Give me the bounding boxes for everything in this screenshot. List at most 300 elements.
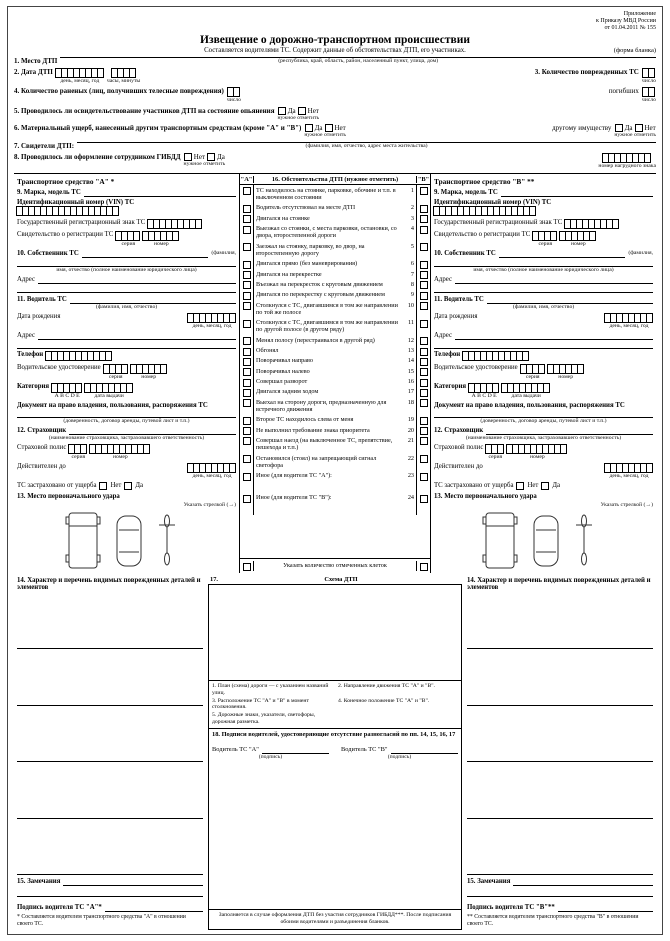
reg-plate-label: Государственный регистрационный знак ТС bbox=[434, 218, 563, 226]
no-label: Нет bbox=[193, 152, 206, 161]
make-model-field[interactable] bbox=[501, 189, 653, 197]
circumstance-a-checkbox[interactable] bbox=[243, 455, 251, 463]
damage-other-property-no-checkbox[interactable] bbox=[635, 124, 643, 132]
comb-cell bbox=[97, 68, 104, 78]
circumstance-b-checkbox[interactable] bbox=[420, 337, 428, 345]
circumstance-b-checkbox[interactable] bbox=[420, 368, 428, 376]
comb-cell bbox=[538, 364, 545, 374]
phone-label: Телефон bbox=[17, 351, 44, 359]
accident-time-field[interactable] bbox=[112, 68, 136, 78]
circumstance-b-checkbox[interactable] bbox=[420, 271, 428, 279]
circumstance-text: Поворачивал налево bbox=[256, 367, 310, 375]
circumstance-text: Двигался по перекрестку с круговым движением bbox=[256, 291, 385, 299]
reg-cert-series-field[interactable] bbox=[116, 231, 140, 241]
circumstance-text: Менял полосу (перестраивался в другой ряд) bbox=[256, 336, 375, 344]
item4-row bbox=[14, 87, 656, 104]
circumstance-number: 3 bbox=[410, 214, 414, 222]
accident-place-label: 1. Место ДТП bbox=[14, 56, 58, 65]
birth-date-field[interactable] bbox=[605, 313, 653, 323]
number-hint: номер bbox=[558, 373, 574, 380]
driver-address-label: Адрес bbox=[17, 331, 35, 339]
insured-label: ТС застраховано от ущерба bbox=[434, 482, 514, 490]
series-hint: серия bbox=[71, 454, 86, 461]
mark-hint: нужное отметить bbox=[183, 160, 226, 167]
driver-a-agreement-signature-field[interactable] bbox=[262, 746, 329, 754]
form-note: (форма бланка) bbox=[613, 46, 656, 54]
circumstance-b-checkbox[interactable] bbox=[420, 455, 428, 463]
yes-label: Да bbox=[217, 152, 225, 161]
impact-diagrams[interactable] bbox=[434, 511, 653, 571]
circumstance-a-checkbox[interactable] bbox=[243, 358, 251, 366]
comb-cell bbox=[195, 219, 202, 229]
scheme-note: 5. Дорожные знаки, указатели, светофоры, дорожная разметка. bbox=[212, 712, 316, 726]
circumstance-b-checkbox[interactable] bbox=[420, 437, 428, 445]
circumstance-b-checkbox[interactable] bbox=[420, 226, 428, 234]
accident-date-hint: день, месяц, год bbox=[60, 77, 100, 84]
owner-field[interactable] bbox=[499, 250, 626, 258]
no-label: Нет bbox=[110, 482, 122, 490]
ownership-doc-hint: (доверенность, договор аренды, путевой лист и т.п.) bbox=[480, 418, 607, 425]
circumstance-row bbox=[240, 425, 430, 435]
reg-cert-series-field[interactable] bbox=[533, 231, 557, 241]
circumstance-a-checkbox[interactable] bbox=[243, 389, 251, 397]
ownership-doc-label: Документ на право владения, пользования, распоряжения ТС bbox=[434, 402, 625, 410]
circumstance-row bbox=[240, 269, 430, 279]
comb-cell bbox=[646, 463, 653, 473]
comb-cell bbox=[133, 231, 140, 241]
form-subtitle: Составляется водителями ТС. Содержит данные об обстоятельствах ДТП, его участниках. bbox=[204, 46, 466, 54]
damage-list-label: 14. Характер и перечень видимых поврежденных деталей и элементов bbox=[467, 576, 651, 591]
series-hint: серия bbox=[488, 454, 503, 461]
policy-label: Страховой полис bbox=[434, 444, 484, 452]
circumstance-b-checkbox[interactable] bbox=[420, 292, 428, 300]
license-number-field[interactable] bbox=[131, 364, 167, 374]
license-series-field[interactable] bbox=[521, 364, 545, 374]
policy-valid-field[interactable] bbox=[188, 463, 236, 473]
scheme-note: 4. Конечное положение ТС "А" и "В". bbox=[338, 697, 430, 704]
circumstance-text: Двигался задним ходом bbox=[256, 388, 319, 396]
driver-address-field-2[interactable] bbox=[434, 340, 653, 349]
driver-address-field-2[interactable] bbox=[17, 340, 236, 349]
circumstance-row bbox=[240, 493, 430, 515]
insured-label: ТС застраховано от ущерба bbox=[17, 482, 97, 490]
vin-field[interactable] bbox=[17, 206, 236, 216]
deceased-count-field[interactable] bbox=[643, 87, 655, 97]
driver-name-field[interactable] bbox=[487, 296, 653, 304]
comb-cell bbox=[492, 383, 499, 393]
circumstance-row bbox=[240, 356, 430, 366]
driver-label: 11. Водитель ТС bbox=[17, 295, 67, 303]
circumstance-b-checkbox[interactable] bbox=[420, 389, 428, 397]
police-yes-checkbox[interactable] bbox=[207, 153, 215, 161]
item1-row bbox=[14, 57, 656, 65]
circumstance-row bbox=[240, 241, 430, 259]
motorcycle-outline bbox=[159, 515, 175, 565]
signature-hint: (подпись) bbox=[387, 753, 412, 760]
driver-b-agreement-signature-field[interactable] bbox=[391, 746, 458, 754]
circumstance-a-checkbox[interactable] bbox=[243, 473, 251, 481]
circumstance-a-checkbox[interactable] bbox=[243, 215, 251, 223]
circumstance-a-checkbox[interactable] bbox=[243, 379, 251, 387]
reg-cert-number-field[interactable] bbox=[143, 231, 179, 241]
license-number-field[interactable] bbox=[548, 364, 584, 374]
vehicle-title: Транспортное средство "А" * bbox=[17, 177, 115, 187]
circumstance-text: Совершал наезд (на выключенное ТС, препятствие, пешехода и т.п.) bbox=[256, 436, 393, 452]
circumstances-title: 16. Обстоятельства ДТП (нужное отметить) bbox=[271, 175, 399, 183]
damage-list-label: 14. Характер и перечень видимых поврежденных деталей и элементов bbox=[17, 576, 201, 591]
number-hint: номер bbox=[141, 373, 157, 380]
owner-label: 10. Собственник ТС bbox=[17, 250, 79, 258]
license-issue-date-field[interactable] bbox=[502, 383, 550, 393]
vehicle-title: Транспортное средство "В" ** bbox=[434, 177, 535, 187]
circumstance-row bbox=[240, 318, 430, 336]
category-letters: А В С D Е bbox=[54, 393, 80, 400]
comb-cell bbox=[648, 68, 655, 78]
upper-columns bbox=[14, 173, 656, 573]
circumstance-text: Въезжал на перекресток с круговым движением bbox=[256, 280, 383, 288]
number-hint: номер bbox=[112, 454, 128, 461]
circumstance-a-checkbox[interactable] bbox=[243, 243, 251, 251]
owner-field-2[interactable] bbox=[434, 258, 653, 267]
checked-count-row bbox=[240, 558, 430, 573]
circumstance-text: Двигался прямо (без маневрирования) bbox=[256, 260, 358, 268]
no-label: Нет bbox=[527, 482, 539, 490]
circumstance-a-checkbox[interactable] bbox=[243, 281, 251, 289]
circumstance-a-checkbox[interactable] bbox=[243, 368, 251, 376]
form-frame bbox=[7, 6, 663, 935]
signature-hint: (подпись) bbox=[258, 753, 283, 760]
general-section bbox=[14, 54, 656, 170]
insured-yes-checkbox[interactable] bbox=[124, 482, 132, 490]
injured-count-label: 4. Количество раненых (лиц, получивших телесные повреждения) bbox=[14, 87, 224, 96]
license-series-field[interactable] bbox=[104, 364, 128, 374]
circumstance-b-checkbox[interactable] bbox=[420, 417, 428, 425]
policy-valid-hint: день, месяц, год bbox=[609, 473, 649, 480]
policy-number-field[interactable] bbox=[90, 444, 150, 454]
comb-cell bbox=[560, 444, 567, 454]
circumstance-text: Столкнулся с ТС, двигавшимся в том же направлении по другой полосе (в другом ряду) bbox=[256, 319, 398, 334]
injured-count-hint: число bbox=[226, 97, 241, 104]
license-issue-date-field[interactable] bbox=[85, 383, 133, 393]
impact-arrow-hint: Указать стрелкой (→) bbox=[600, 502, 653, 509]
circumstance-b-checkbox[interactable] bbox=[420, 358, 428, 366]
category-label: Категория bbox=[434, 383, 467, 391]
circumstance-row bbox=[240, 279, 430, 289]
phone-field[interactable] bbox=[463, 351, 529, 361]
circumstance-a-checkbox[interactable] bbox=[243, 495, 251, 503]
vin-field[interactable] bbox=[434, 206, 653, 216]
circumstance-row bbox=[240, 397, 430, 415]
circumstance-b-checkbox[interactable] bbox=[420, 427, 428, 435]
vin-label: Идентификационный номер (VIN) ТС bbox=[434, 199, 552, 207]
damage-other-vehicles-no-checkbox[interactable] bbox=[325, 124, 333, 132]
insured-yes-checkbox[interactable] bbox=[541, 482, 549, 490]
circumstance-text: Водитель отсутствовал на месте ДТП bbox=[256, 204, 356, 212]
circumstance-number: 21 bbox=[407, 436, 414, 444]
vehicle-b-lower-column bbox=[464, 575, 656, 930]
no-label: Нет bbox=[644, 124, 656, 133]
no-label: Нет bbox=[307, 106, 319, 115]
remarks-field[interactable] bbox=[63, 878, 203, 886]
circumstance-a-checkbox[interactable] bbox=[243, 261, 251, 269]
damage-other-property-yes-checkbox[interactable] bbox=[615, 124, 623, 132]
policy-valid-hint: день, месяц, год bbox=[192, 473, 232, 480]
scheme-heading bbox=[210, 576, 460, 583]
checked-count-b-box[interactable] bbox=[420, 563, 428, 571]
circumstance-a-checkbox[interactable] bbox=[243, 399, 251, 407]
circumstance-number: 22 bbox=[407, 454, 414, 462]
owner-address-field-2[interactable] bbox=[17, 284, 236, 293]
comb-cell bbox=[644, 153, 651, 163]
circumstance-text: Выехал на сторону дороги, предназначенную для встречного движения bbox=[256, 398, 387, 413]
circumstance-number: 10 bbox=[407, 301, 414, 309]
reg-plate-field[interactable] bbox=[148, 219, 202, 229]
circumstance-b-checkbox[interactable] bbox=[420, 320, 428, 328]
circumstances-header bbox=[240, 174, 430, 185]
circumstance-row bbox=[240, 415, 430, 425]
owner-field[interactable] bbox=[82, 250, 209, 258]
remarks-field-2[interactable] bbox=[467, 886, 653, 897]
damage-other-vehicles-yes-checkbox[interactable] bbox=[305, 124, 313, 132]
birth-date-label: Дата рождения bbox=[17, 312, 61, 320]
deceased-count-hint: число bbox=[641, 97, 656, 104]
policy-valid-label: Действителен до bbox=[434, 463, 483, 471]
circumstance-b-checkbox[interactable] bbox=[420, 379, 428, 387]
circumstance-b-checkbox[interactable] bbox=[420, 399, 428, 407]
circumstance-number: 2 bbox=[410, 204, 414, 212]
circumstance-row bbox=[240, 453, 430, 471]
policy-valid-field[interactable] bbox=[605, 463, 653, 473]
reg-cert-number-field[interactable] bbox=[560, 231, 596, 241]
order-reference: Приложение к Приказу МВД России от 01.04.2011 № 155 bbox=[596, 11, 656, 32]
circumstance-row bbox=[240, 335, 430, 345]
policy-valid-label: Действителен до bbox=[17, 463, 66, 471]
birth-date-hint: день, месяц, год bbox=[609, 322, 649, 329]
ownership-doc-field[interactable] bbox=[17, 409, 236, 418]
yes-label: Да bbox=[135, 482, 144, 490]
circumstance-number: 7 bbox=[410, 270, 414, 278]
insured-no-checkbox[interactable] bbox=[516, 482, 524, 490]
accident-time-hint: часы, минуты bbox=[106, 77, 141, 84]
reg-plate-field[interactable] bbox=[565, 219, 619, 229]
scheme-column bbox=[206, 575, 464, 930]
circumstance-row bbox=[240, 435, 430, 453]
ownership-doc-label: Документ на право владения, пользования, распоряжения ТС bbox=[17, 402, 208, 410]
circumstance-b-checkbox[interactable] bbox=[420, 281, 428, 289]
circumstance-a-checkbox[interactable] bbox=[243, 302, 251, 310]
category-field[interactable] bbox=[469, 383, 499, 393]
circumstance-row bbox=[240, 387, 430, 397]
comb-cell bbox=[646, 313, 653, 323]
owner-address-label: Адрес bbox=[434, 276, 452, 284]
owner-address-field-2[interactable] bbox=[434, 284, 653, 293]
number-hint: номер bbox=[570, 241, 586, 248]
badge-number-hint: номер нагрудного знака bbox=[598, 162, 656, 169]
witnesses-hint: (фамилия, имя, отчество, адрес места жительства) bbox=[305, 142, 428, 149]
vehicle-b-column bbox=[431, 174, 656, 573]
scheme-note: 1. План (схема) дороги — с указанием названий улиц. bbox=[212, 682, 329, 696]
comb-cell bbox=[577, 364, 584, 374]
policy-series-field[interactable] bbox=[69, 444, 87, 454]
circumstance-row bbox=[240, 290, 430, 300]
circumstance-b-checkbox[interactable] bbox=[420, 205, 428, 213]
driver-signature-field[interactable] bbox=[105, 904, 203, 912]
circumstance-a-checkbox[interactable] bbox=[243, 292, 251, 300]
make-model-field[interactable] bbox=[84, 189, 236, 197]
sobriety-no-checkbox[interactable] bbox=[298, 107, 306, 115]
damaged-vehicles-field[interactable] bbox=[643, 68, 655, 78]
circumstance-b-checkbox[interactable] bbox=[420, 243, 428, 251]
comb-cell bbox=[121, 364, 128, 374]
driver-signature-field[interactable] bbox=[558, 904, 653, 912]
comb-cell bbox=[229, 313, 236, 323]
damage-list-lines[interactable] bbox=[17, 593, 203, 875]
circumstance-number: 9 bbox=[410, 291, 414, 299]
phone-label: Телефон bbox=[434, 351, 461, 359]
comb-cell bbox=[529, 206, 536, 216]
circumstance-text: Не выполнил требование знака приоритета bbox=[256, 426, 370, 434]
circumstance-number: 6 bbox=[410, 260, 414, 268]
circumstance-b-checkbox[interactable] bbox=[420, 215, 428, 223]
circumstance-a-checkbox[interactable] bbox=[243, 337, 251, 345]
circumstance-number: 17 bbox=[407, 388, 414, 396]
driver-hint: (фамилия, имя, отчество) bbox=[512, 303, 575, 310]
circumstance-row bbox=[240, 213, 430, 223]
injured-count-field[interactable] bbox=[228, 87, 240, 97]
circumstance-row bbox=[240, 377, 430, 387]
checked-count-a-box[interactable] bbox=[243, 563, 251, 571]
signatures-section bbox=[209, 729, 461, 910]
circumstance-row bbox=[240, 224, 430, 242]
phone-field[interactable] bbox=[46, 351, 112, 361]
birth-date-field[interactable] bbox=[188, 313, 236, 323]
vin-label: Идентификационный номер (VIN) ТС bbox=[17, 199, 135, 207]
comb-cell bbox=[543, 383, 550, 393]
circumstance-text: Выезжал со стоянки, с места парковки, остановки, со двора, второстепенной дороги bbox=[256, 225, 397, 240]
circumstance-b-checkbox[interactable] bbox=[420, 187, 428, 195]
policy-number-field[interactable] bbox=[507, 444, 567, 454]
material-damage-label: 6. Материальный ущерб, нанесенный другим транспортным средствам (кроме "А" и "В") bbox=[14, 124, 302, 133]
circumstance-a-checkbox[interactable] bbox=[243, 320, 251, 328]
circumstance-a-checkbox[interactable] bbox=[243, 187, 251, 195]
driver-hint: (фамилия, имя, отчество) bbox=[95, 303, 158, 310]
accident-date-field[interactable] bbox=[56, 68, 104, 78]
item5-row bbox=[14, 107, 656, 122]
driver-address-field[interactable] bbox=[38, 332, 236, 340]
ownership-doc-field[interactable] bbox=[434, 409, 653, 418]
sobriety-yes-checkbox[interactable] bbox=[278, 107, 286, 115]
circumstance-row bbox=[240, 346, 430, 356]
owner-field-2[interactable] bbox=[17, 258, 236, 267]
circumstance-number: 19 bbox=[407, 416, 414, 424]
circumstance-b-checkbox[interactable] bbox=[420, 473, 428, 481]
insurer-label: 12. Страховщик bbox=[434, 427, 484, 435]
insurer-field[interactable] bbox=[486, 427, 653, 435]
remarks-label: 15. Замечания bbox=[17, 878, 61, 886]
circumstance-b-checkbox[interactable] bbox=[420, 495, 428, 503]
circumstance-row bbox=[240, 471, 430, 493]
driver-address-field[interactable] bbox=[455, 332, 653, 340]
owner-address-field[interactable] bbox=[455, 276, 653, 284]
circumstance-b-checkbox[interactable] bbox=[420, 261, 428, 269]
circumstance-b-checkbox[interactable] bbox=[420, 302, 428, 310]
comb-cell bbox=[75, 383, 82, 393]
circumstance-a-checkbox[interactable] bbox=[243, 271, 251, 279]
sobriety-test-label: 5. Проводилось ли освидетельствование участников ДТП на состояние опьянения bbox=[14, 106, 275, 115]
ownership-doc-hint: (доверенность, договор аренды, путевой лист и т.п.) bbox=[63, 418, 190, 425]
truck-outline bbox=[66, 513, 100, 568]
car-outline bbox=[117, 516, 141, 566]
damaged-vehicles-hint: число bbox=[641, 77, 656, 84]
remarks-field-2[interactable] bbox=[17, 886, 203, 897]
circumstance-a-checkbox[interactable] bbox=[243, 417, 251, 425]
circumstance-row bbox=[240, 259, 430, 269]
driver-address-label: Адрес bbox=[434, 331, 452, 339]
remarks-field[interactable] bbox=[513, 878, 653, 886]
circumstance-number: 4 bbox=[410, 225, 414, 233]
comb-cell bbox=[172, 231, 179, 241]
yes-label: Да bbox=[314, 124, 323, 133]
circumstance-number: 11 bbox=[408, 319, 414, 327]
damage-list-lines[interactable] bbox=[467, 593, 653, 875]
number-hint: номер bbox=[153, 241, 169, 248]
driver-label: 11. Водитель ТС bbox=[434, 295, 484, 303]
insurer-field[interactable] bbox=[69, 427, 236, 435]
circumstance-a-checkbox[interactable] bbox=[243, 437, 251, 445]
yes-label: Да bbox=[552, 482, 561, 490]
badge-number-field[interactable] bbox=[603, 153, 651, 163]
driver-a-label: Водитель ТС "А" bbox=[212, 745, 259, 753]
circumstance-a-checkbox[interactable] bbox=[243, 226, 251, 234]
comb-cell bbox=[550, 231, 557, 241]
circumstance-text: Обгонял bbox=[256, 347, 279, 355]
circumstance-text: Двигался на стоянке bbox=[256, 214, 310, 222]
mark-hint: нужное отметить bbox=[277, 114, 320, 121]
birth-date-label: Дата рождения bbox=[434, 312, 478, 320]
category-field[interactable] bbox=[52, 383, 82, 393]
circumstances-column bbox=[239, 174, 431, 573]
make-model-label: 9. Марка, модель ТС bbox=[434, 188, 498, 196]
driver-name-field[interactable] bbox=[70, 296, 236, 304]
insured-no-checkbox[interactable] bbox=[99, 482, 107, 490]
filling-note: Заполняется в случае оформления ДТП без участия сотрудников ГИБДД***. После подписания обоими водителями и разъединения бланков. bbox=[218, 911, 452, 925]
driver-b-signature-block bbox=[341, 743, 458, 761]
circumstance-a-checkbox[interactable] bbox=[243, 348, 251, 356]
circumstance-b-checkbox[interactable] bbox=[420, 348, 428, 356]
owner-address-field[interactable] bbox=[38, 276, 236, 284]
policy-series-field[interactable] bbox=[486, 444, 504, 454]
witnesses-label: 7. Свидетели ДТП: bbox=[14, 141, 75, 150]
scheme-title: Схема ДТП bbox=[324, 575, 358, 583]
series-hint: серия bbox=[538, 241, 553, 248]
circumstance-a-checkbox[interactable] bbox=[243, 427, 251, 435]
item8-row bbox=[14, 153, 656, 170]
reg-cert-label: Свидетельство о регистрации ТС bbox=[434, 231, 531, 239]
impact-diagrams[interactable] bbox=[17, 511, 236, 571]
police-no-checkbox[interactable] bbox=[184, 153, 192, 161]
comb-cell bbox=[160, 364, 167, 374]
circumstance-text: Остановился (стоял) на запрещающий сигнал светофора bbox=[256, 454, 377, 469]
circumstance-text: ТС находилось на стоянке, парковке, обочине и т.п. в выключенном состоянии bbox=[256, 186, 396, 202]
circumstance-a-checkbox[interactable] bbox=[243, 205, 251, 213]
scheme-drawing-area[interactable] bbox=[209, 585, 461, 681]
circumstance-row bbox=[240, 366, 430, 376]
insurer-hint: (наименование страховщика, застраховавшего ответственность) bbox=[48, 435, 205, 442]
comb-cell bbox=[522, 351, 529, 361]
circumstance-text: Иное (для водителя ТС "В"): bbox=[256, 494, 332, 502]
car-outline bbox=[534, 516, 558, 566]
comb-cell bbox=[497, 444, 504, 454]
